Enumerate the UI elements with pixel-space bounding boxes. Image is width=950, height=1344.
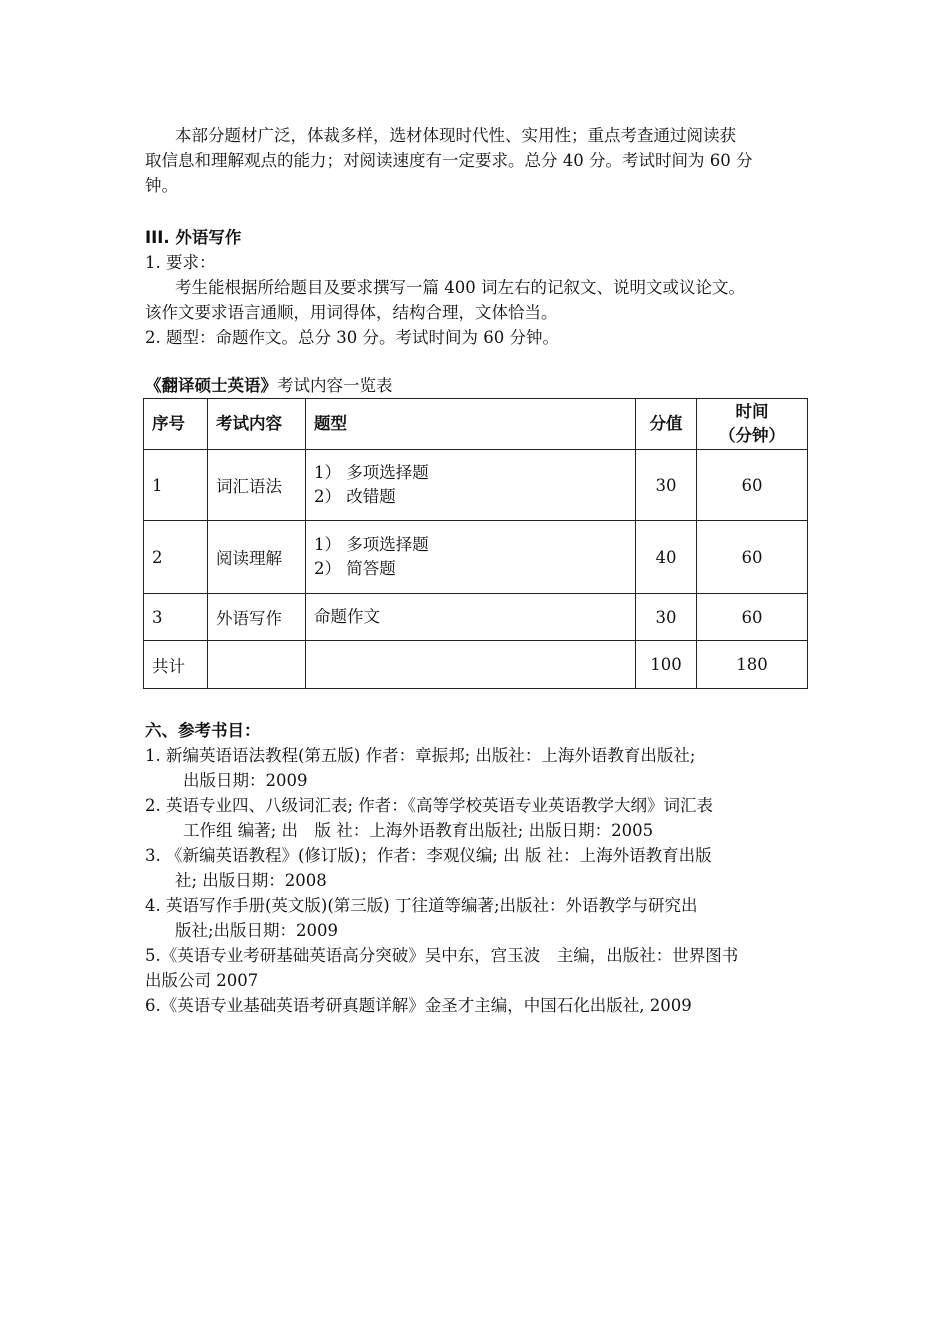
reference-line: 3. 《新编英语教程》(修订版)；作者：李观仪编; 出 版 社：上海外语教育出版 bbox=[145, 846, 712, 865]
header-time-line2: （分钟） bbox=[719, 426, 785, 445]
table-header-row bbox=[144, 399, 808, 450]
header-no: 序号 bbox=[144, 399, 208, 450]
row-types bbox=[306, 641, 636, 689]
header-score: 分值 bbox=[636, 399, 697, 450]
references-section bbox=[145, 718, 807, 1018]
exam-content-table bbox=[143, 398, 808, 689]
header-content: 考试内容 bbox=[208, 399, 306, 450]
total-time: 180 bbox=[697, 641, 808, 689]
row-no: 1 bbox=[144, 450, 208, 521]
table-caption bbox=[145, 373, 807, 398]
reference-item bbox=[145, 943, 807, 993]
header-type: 题型 bbox=[306, 399, 636, 450]
row-types bbox=[306, 450, 636, 521]
writing-heading: III. 外语写作 bbox=[145, 228, 242, 247]
header-time-line1: 时间 bbox=[735, 402, 769, 421]
reference-line: 社; 出版日期：2008 bbox=[175, 871, 327, 890]
reference-line: 6.《英语专业基础英语考研真题详解》金圣才主编，中国石化出版社, 2009 bbox=[145, 996, 692, 1015]
row-content: 外语写作 bbox=[208, 594, 306, 641]
row-types bbox=[306, 521, 636, 594]
row-type-item: 2） 改错题 bbox=[314, 487, 396, 506]
reference-line: 版社;出版日期：2009 bbox=[175, 921, 339, 940]
total-label: 共计 bbox=[144, 641, 208, 689]
row-no: 2 bbox=[144, 521, 208, 594]
table-total-row bbox=[144, 641, 808, 689]
row-score: 40 bbox=[636, 521, 697, 594]
reference-line: 出版日期：2009 bbox=[183, 771, 308, 790]
reference-item bbox=[145, 893, 807, 943]
row-no: 3 bbox=[144, 594, 208, 641]
row-content: 阅读理解 bbox=[208, 521, 306, 594]
row-time: 60 bbox=[697, 594, 808, 641]
table-caption-book: 《翻译硕士英语》 bbox=[145, 376, 277, 395]
row-types bbox=[306, 594, 636, 641]
total-score: 100 bbox=[636, 641, 697, 689]
table-caption-text: 考试内容一览表 bbox=[277, 376, 393, 395]
row-content bbox=[208, 641, 306, 689]
row-content: 词汇语法 bbox=[208, 450, 306, 521]
table-row bbox=[144, 521, 808, 594]
writing-type-line: 2. 题型：命题作文。总分 30 分。考试时间为 60 分钟。 bbox=[145, 328, 559, 347]
reference-item bbox=[145, 793, 807, 843]
row-type-item: 2） 简答题 bbox=[314, 559, 396, 578]
reading-description bbox=[145, 123, 807, 198]
references-heading: 六、参考书目： bbox=[145, 721, 261, 740]
reference-line: 2. 英语专业四、八级词汇表; 作者：《高等学校英语专业英语教学大纲》词汇表 bbox=[145, 796, 714, 815]
writing-section bbox=[145, 225, 807, 350]
writing-requirement-line: 该作文要求语言通顺，用词得体，结构合理，文体恰当。 bbox=[145, 303, 558, 322]
table-row bbox=[144, 594, 808, 641]
row-type-item: 1） 多项选择题 bbox=[314, 463, 429, 482]
row-type-item: 命题作文 bbox=[314, 607, 380, 626]
reference-item bbox=[145, 993, 807, 1018]
table-row bbox=[144, 450, 808, 521]
row-type-item: 1） 多项选择题 bbox=[314, 535, 429, 554]
reference-item bbox=[145, 843, 807, 893]
row-time: 60 bbox=[697, 450, 808, 521]
reference-item bbox=[145, 743, 807, 793]
reading-desc-line: 钟。 bbox=[145, 176, 178, 195]
header-time bbox=[697, 399, 808, 450]
reference-line: 出版公司 2007 bbox=[145, 971, 259, 990]
row-time: 60 bbox=[697, 521, 808, 594]
reference-line: 4. 英语写作手册(英文版)(第三版) 丁往道等编著;出版社：外语教学与研究出 bbox=[145, 896, 698, 915]
writing-requirement-label: 1. 要求： bbox=[145, 253, 216, 272]
reference-line: 5.《英语专业考研基础英语高分突破》吴中东，宫玉波 主编，出版社：世界图书 bbox=[145, 946, 739, 965]
reference-line: 工作组 编著; 出 版 社：上海外语教育出版社; 出版日期：2005 bbox=[183, 821, 654, 840]
reference-line: 1. 新编英语语法教程(第五版) 作者：章振邦; 出版社：上海外语教育出版社; bbox=[145, 746, 696, 765]
row-score: 30 bbox=[636, 450, 697, 521]
reading-desc-line: 取信息和理解观点的能力；对阅读速度有一定要求。总分 40 分。考试时间为 60 分 bbox=[145, 151, 753, 170]
row-score: 30 bbox=[636, 594, 697, 641]
reading-desc-line: 本部分题材广泛，体裁多样，选材体现时代性、实用性；重点考查通过阅读获 bbox=[175, 126, 736, 145]
writing-requirement-line: 考生能根据所给题目及要求撰写一篇 400 词左右的记叙文、说明文或议论文。 bbox=[175, 278, 745, 297]
